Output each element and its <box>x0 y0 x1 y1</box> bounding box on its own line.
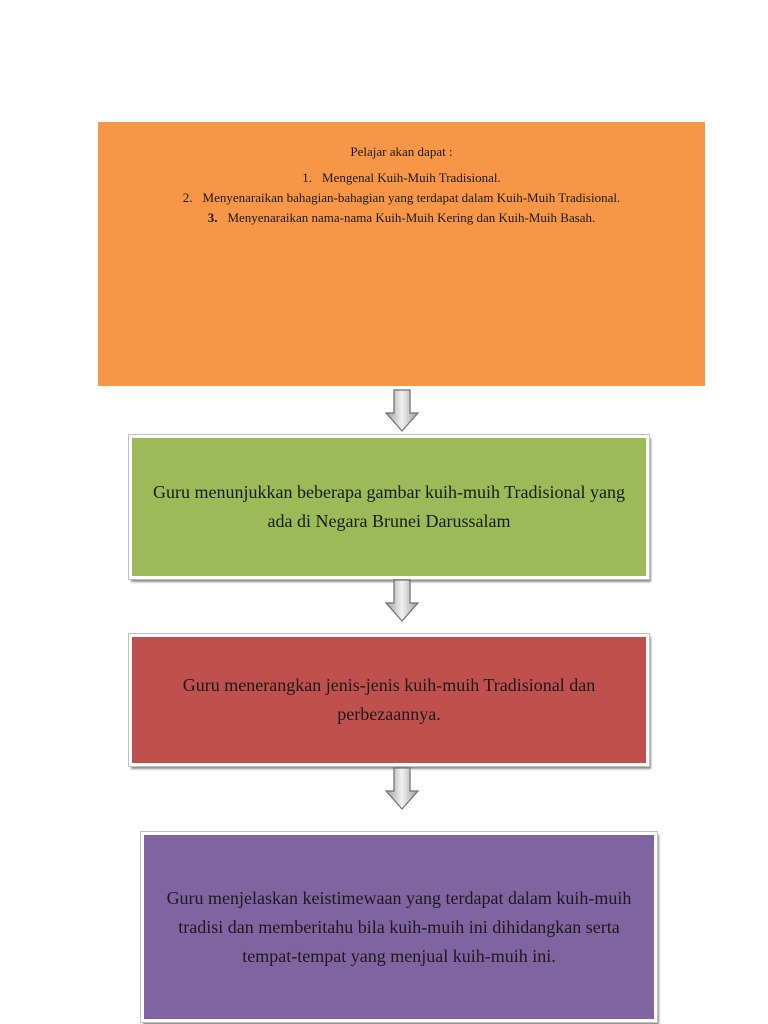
objective-number: 1. <box>302 170 312 185</box>
step-box-explain-types <box>129 634 649 766</box>
step-box-show-pictures <box>129 435 649 579</box>
objectives-heading: Pelajar akan dapat : <box>350 144 453 159</box>
step-text: Guru menjelaskan keistimewaan yang terdapat dalam kuih-muih tradisi dan memberitahu bila kuih-muih ini dihidangkan serta tempat-tempat yang menjual kuih-muih ini. <box>166 887 632 966</box>
step-box-explain-specialties <box>141 832 657 1022</box>
objectives-list <box>98 168 705 228</box>
objective-number: 3. <box>207 210 218 225</box>
step-text: Guru menunjukkan beberapa gambar kuih-muih Tradisional yang ada di Negara Brunei Darussalam <box>153 482 625 531</box>
objectives-box <box>98 122 705 386</box>
down-arrow-icon <box>384 389 420 433</box>
objective-text: Menyenaraikan bahagian-bahagian yang terdapat dalam Kuih-Muih Tradisional. <box>202 190 621 205</box>
objective-item <box>98 188 705 208</box>
down-arrow-icon <box>384 767 420 811</box>
objective-text: Menyenaraikan nama-nama Kuih-Muih Kering dan Kuih-Muih Basah. <box>227 210 596 225</box>
objective-number: 2. <box>182 190 193 205</box>
down-arrow-icon <box>384 579 420 623</box>
step-text: Guru menerangkan jenis-jenis kuih-muih Tradisional dan perbezaannya. <box>182 675 596 724</box>
objective-text: Mengenal Kuih-Muih Tradisional. <box>322 170 501 185</box>
objective-item <box>98 208 705 228</box>
objective-item <box>98 168 705 188</box>
